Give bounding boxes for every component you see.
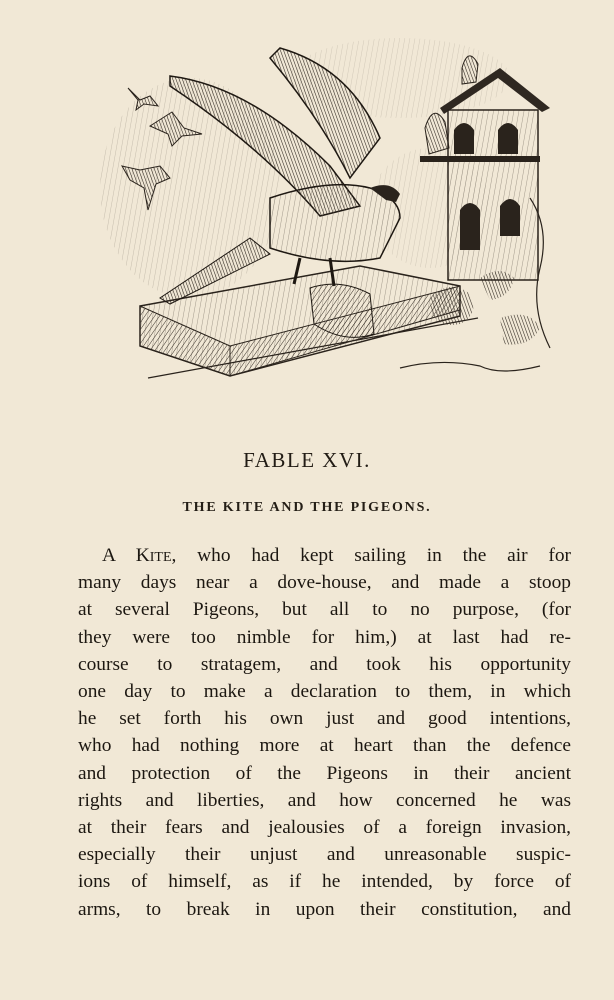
- body-line: who had nothing more at heart than the defence: [78, 735, 571, 757]
- body-line: one day to make a declaration to them, in which: [78, 681, 571, 703]
- body-line-first: [78, 542, 571, 569]
- body-line: at their fears and jealousies of a foreign invasion,: [78, 817, 571, 839]
- body-line: course to stratagem, and took his opportunity: [78, 653, 571, 675]
- body-line: and protection of the Pigeons in their ancient: [78, 762, 571, 784]
- smallcap-word: Kite: [135, 545, 172, 566]
- body-line: they were too nimble for him,) at last had re-: [78, 626, 571, 648]
- body-line: he set forth his own just and good intentions,: [78, 708, 571, 730]
- body-line: especially their unjust and unreasonable suspic-: [78, 844, 571, 866]
- fable-title: THE KITE AND THE PIGEONS.: [182, 500, 432, 515]
- body-line: rights and liberties, and how concerned he was: [78, 789, 571, 811]
- body-line: many days near a dove-house, and made a stoop: [78, 572, 571, 594]
- fable-number-heading: FABLE XVI.: [243, 448, 371, 472]
- body-line: arms, to break in upon their constitution, and: [78, 898, 571, 920]
- body-line-text: , who had kept sailing in the air for: [171, 545, 571, 566]
- body-line: at several Pigeons, but all to no purpose, (for: [78, 599, 571, 621]
- fable-body-text: [78, 542, 571, 923]
- kite-and-pigeons-engraving: [100, 38, 580, 398]
- dropcap-prefix: A: [102, 545, 136, 566]
- body-line: ions of himself, as if he intended, by force of: [78, 871, 571, 893]
